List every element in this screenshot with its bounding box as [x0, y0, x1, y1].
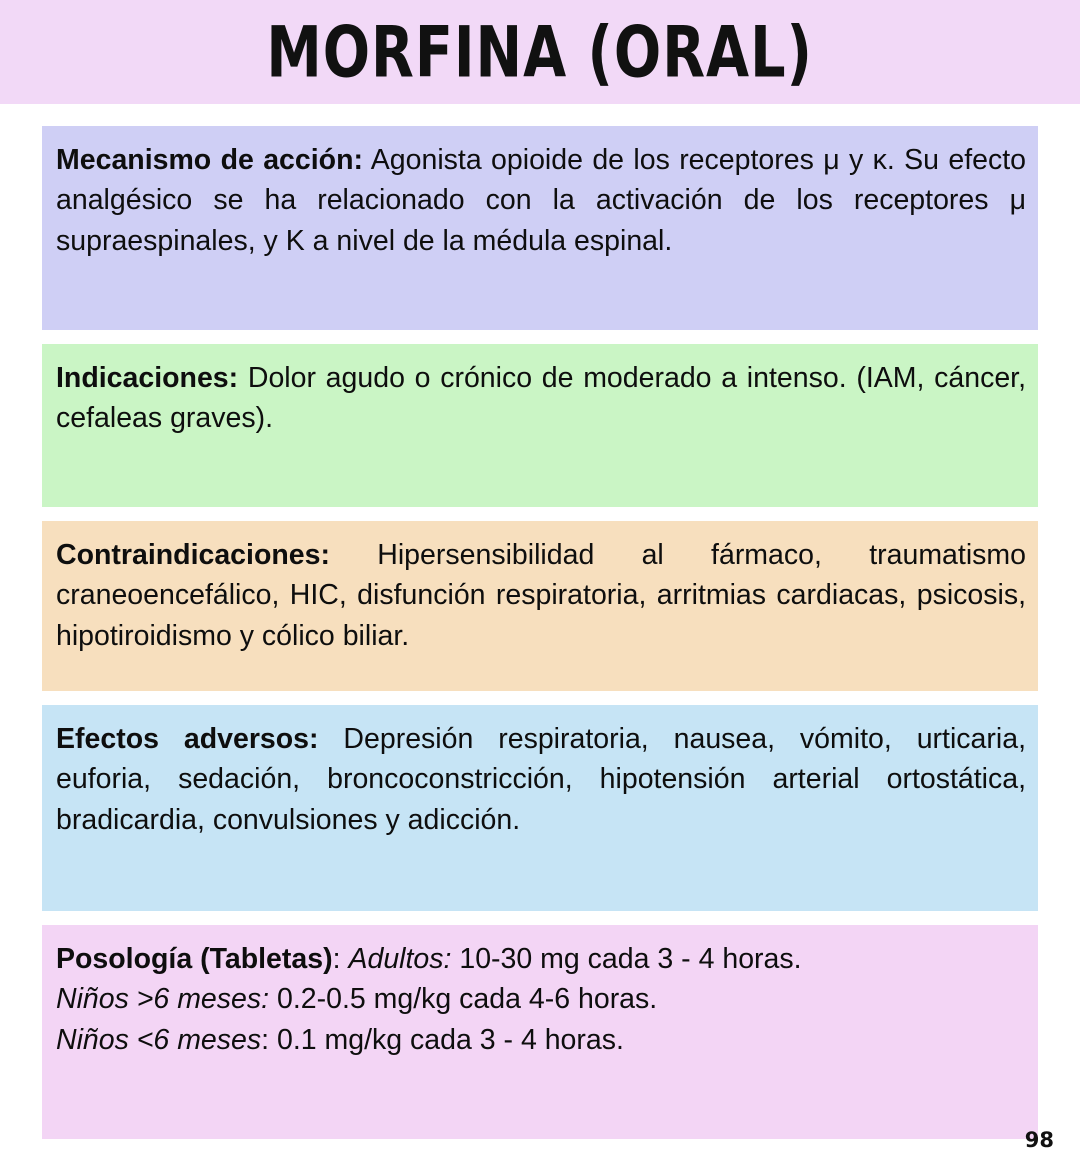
posologia-ninos-menores-text: : 0.1 mg/kg cada 3 - 4 horas. [261, 1023, 624, 1056]
efectos-paragraph [56, 719, 1026, 840]
posologia-ninos-mayores-label: Niños >6 meses: [56, 983, 270, 1016]
section-contraindicaciones [42, 521, 1038, 691]
section-indicaciones [42, 344, 1038, 507]
posologia-ninos-mayores-text: 0.2-0.5 mg/kg cada 4-6 horas. [276, 983, 658, 1016]
posologia-ninos-menores-label: Niños <6 meses [56, 1023, 262, 1056]
posologia-label-suffix: : [332, 943, 341, 975]
efectos-text: Depresión respiratoria, nausea, vómito, urticaria, euforia, sedación, broncoconstricción, hipotensión arterial ortostática, bradicardia, convulsiones y adicción. [56, 723, 1026, 836]
efectos-label: Efectos adversos: [56, 723, 319, 755]
page-number: 98 [1024, 1128, 1054, 1152]
indicaciones-label: Indicaciones: [56, 362, 239, 394]
section-posologia [42, 925, 1038, 1139]
posologia-adultos-line [56, 939, 1026, 979]
page-title: MORFINA (ORAL) [266, 10, 814, 94]
mecanismo-label: Mecanismo de acción: [56, 144, 363, 176]
section-mecanismo-de-accion [42, 126, 1038, 330]
sections-container [0, 104, 1080, 1139]
contraindicaciones-label: Contraindicaciones: [56, 539, 330, 571]
posologia-label: Posología (Tabletas) [56, 943, 333, 975]
posologia-ninos-mayores-line [56, 979, 1026, 1019]
indicaciones-text: Dolor agudo o crónico de moderado a intenso. (IAM, cáncer, cefaleas graves). [56, 362, 1027, 435]
indicaciones-paragraph [56, 358, 1026, 439]
posologia-adultos-label: Adultos: [348, 943, 452, 975]
mecanismo-paragraph [56, 140, 1026, 261]
mecanismo-text: Agonista opioide de los receptores μ y κ. Su efecto analgésico se ha relacionado con la activación de los receptores μ supraespinales, y K a nivel de la médula espinal. [56, 144, 1026, 257]
posologia-adultos-text: 10-30 mg cada 3 - 4 horas. [459, 943, 802, 975]
title-band [0, 0, 1080, 104]
posologia-ninos-menores-line [56, 1020, 1026, 1060]
section-efectos-adversos [42, 705, 1038, 911]
contraindicaciones-paragraph [56, 535, 1026, 656]
contraindicaciones-text: Hipersensibilidad al fármaco, traumatismo craneoencefálico, HIC, disfunción respiratoria, arritmias cardiacas, psicosis, hipotiroidismo y cólico biliar. [56, 539, 1026, 652]
